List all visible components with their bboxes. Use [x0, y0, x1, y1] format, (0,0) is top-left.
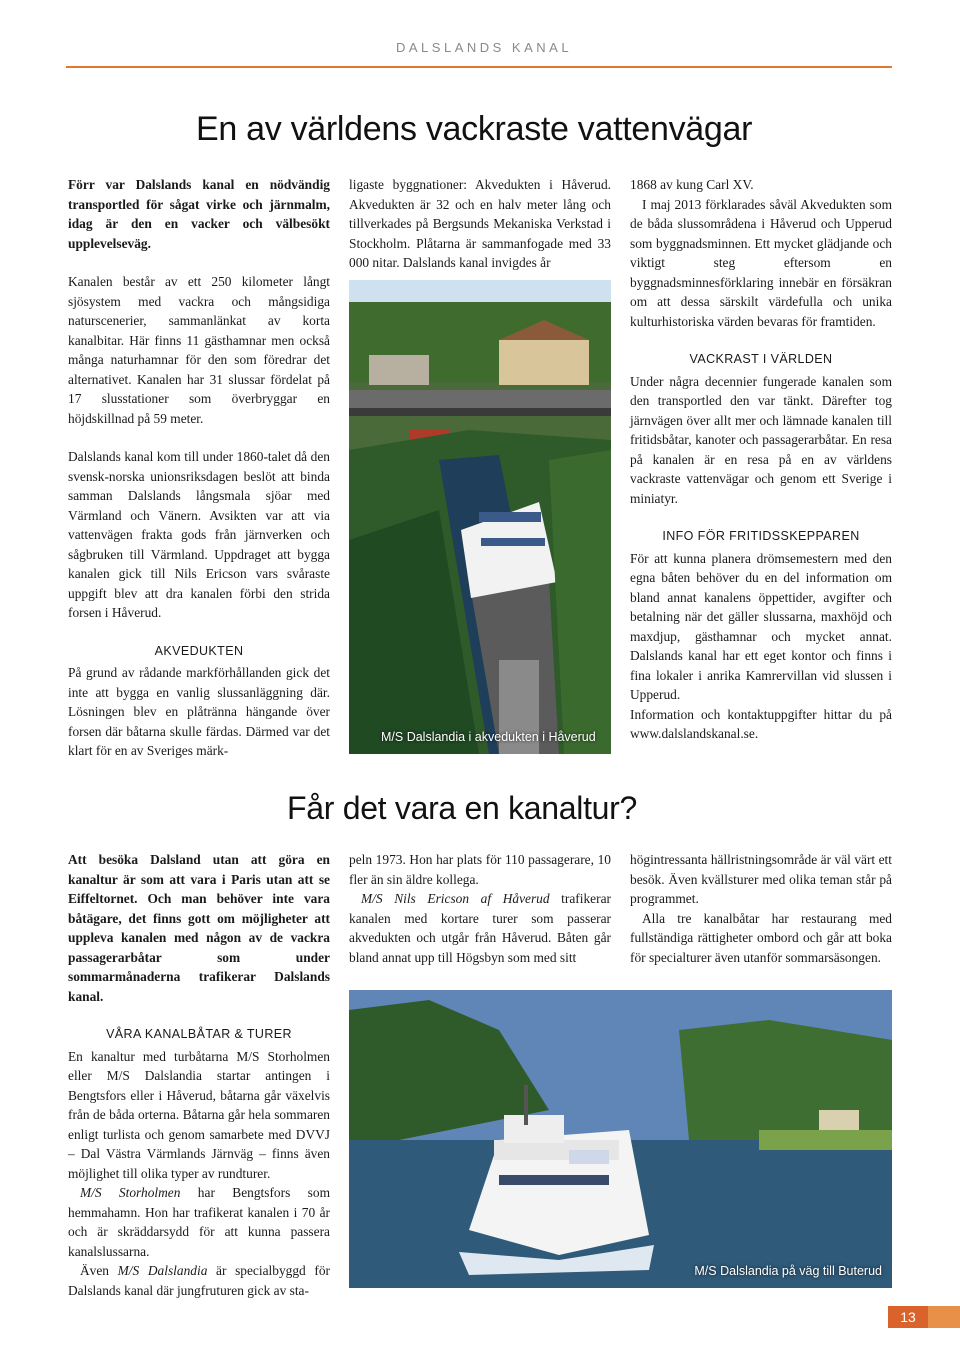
paragraph-text: Även: [80, 1263, 118, 1278]
subheading-info: INFO FÖR FRITIDSSKEPPAREN: [662, 529, 860, 543]
paragraph: högintressanta hällristningsområde är väl värt ett besök. Även kvällsturer med olika teman står på programmet.: [630, 852, 892, 906]
page-number: 13: [900, 1309, 916, 1325]
section2-column-2: [349, 850, 611, 967]
ship-name: M/S Dalslandia: [117, 1263, 208, 1278]
paragraph: Kanalen består av ett 250 kilometer långt sjösystem med vackra och mångsidiga naturscenerier, sammanlänkat av korta kanalbitar. Här finns 11 gästhamnar men också många naturhamnar för den som föredrar det alternativet. Kanalen har 31 slussar fördelat på 17 slusstationer som överbryggar en höjdskillnad på 59 meter.: [68, 274, 330, 426]
ship-name: M/S Nils Ericson af Håverud: [361, 891, 550, 906]
paragraph: En kanaltur med turbåtarna M/S Storholmen eller M/S Dalslandia startar antingen i Bengtsfors eller i Håverud, båtarna går växelvis från de båda orterna. Båtarna går hela sommaren enligt turlista och genom samarbete med DVVJ – Dal Västra Värmlands Järnväg – finns även möjlighet till olika typer av rundturer.: [68, 1048, 330, 1181]
paragraph: Alla tre kanalbåtar har restaurang med fullständiga rättigheter ombord och går att boka för specialturer även utanför sommarsäsongen.: [630, 910, 892, 965]
edge-bar: [928, 1306, 960, 1328]
section2-column-3: [630, 850, 892, 967]
paragraph: peln 1973. Hon har plats för 110 passagerare, 10 fler än sin äldre kollega.: [349, 852, 611, 887]
paragraph: För att kunna planera drömsemestern med den egna båten behöver du en del information om bland annat kanalens öppettider, avgifter och betalning när det gäller slussarna, maxhöjd och maxdjup, gästhamnar och mycket annat. Dalslands kanal har ett eget kontor och finns i fina lokaler i anrika Kamrervillan vid slussen i Upperud.: [630, 550, 892, 702]
paragraph: [349, 889, 611, 967]
paragraph: Information och kontaktuppgifter hittar du på www.dalslandskanal.se.: [630, 706, 892, 741]
ship-illustration: [349, 990, 892, 1288]
photo-aqueduct: [349, 280, 611, 754]
paragraph: ligaste byggnationer: Akvedukten i Håverud. Akvedukten är 32 och en halv meter lång och tillverkades på Bergsunds Mekaniska Verkstad i Stockholm. Plåtarna är sammanfogade med 33 000 nitar. Dalslands kanal invigdes år: [349, 177, 611, 270]
paragraph: [68, 1261, 330, 1300]
paragraph-text: har Bengtsfors som hemmahamn. Hon har trafikerat kanalen i 70 år och är skräddarsydd för att kunna passera kanalslussarna.: [68, 1185, 330, 1259]
photo-caption: M/S Dalslandia i akvedukten i Håverud: [381, 730, 596, 744]
top-rule: [66, 66, 892, 68]
section2-column-1: [68, 850, 330, 1300]
section1-column-1: [68, 175, 330, 761]
paragraph-text: trafikerar kanalen med kortare turer som passerar akvedukten och utgår från Håverud. Båten går bland annat upp till Högsbyn som med sitt: [349, 891, 611, 965]
section-title: Får det vara en kanaltur?: [287, 790, 638, 826]
running-head: DALSLANDS KANAL: [396, 40, 573, 55]
paragraph: Dalslands kanal kom till under 1860-talet då den svensk-norska unionsriksdagen beslöt att binda samman Dalslands långsmala sjöar med Värmland och Vänern. Avsikten var att via vattenvägen frakta gods från järnverken och sågbruken till Värmland. Uppdraget att bygga kanalen gick till Nils Ericson vars svåraste uppgift blev att dra kanalen förbi den strida forsen i Håverud.: [68, 449, 330, 620]
paragraph: 1868 av kung Carl XV.: [630, 177, 754, 192]
subheading-kanalbatar: VÅRA KANALBÅTAR & TURER: [106, 1027, 292, 1041]
paragraph-text: är specialbyggd för Dalslands kanal där jungfruturen gick av sta-: [68, 1263, 330, 1298]
aqueduct-illustration: [349, 280, 611, 754]
lead-paragraph: Att besöka Dalsland utan att göra en kanaltur är som att vara i Paris utan att se Eiffeltornet. Och man behöver inte vara båtägare, det finns gott om möjligheter att uppleva kanalen med någon av de vackra passagerarbåtar som under sommarmånaderna trafikerar Dalslands kanal.: [68, 852, 330, 1004]
section1-column-3: [630, 175, 892, 744]
ship-name: M/S Storholmen: [80, 1185, 181, 1200]
paragraph: Under några decennier fungerade kanalen som den transportled den var tänkt. Därefter tog järnvägen över allt mer och lämnade kanalen till fritidsbåtar, kanoter och passagerarbåtar. En resa på kanalen är en resa på en av världens vackraste vattenvägar och genom ett Sverige i miniatyr.: [630, 373, 892, 506]
paragraph: [68, 1183, 330, 1261]
lead-paragraph: Förr var Dalslands kanal en nödvändig transportled för sågat virke och järnmalm, idag är den en vacker och välbesökt upplevelseväg.: [68, 177, 330, 251]
paragraph: På grund av rådande markförhållanden gick det inte att bygga en vanlig slussanläggning där. Lösningen blev en plåtränna hängande över forsen där båtarna skulle färdas. Därmed var det klart för en av Sveriges märk-: [68, 665, 330, 758]
photo-ship: [349, 990, 892, 1288]
section1-column-2: [349, 175, 611, 273]
page-title: En av världens vackraste vattenvägar: [196, 110, 753, 148]
photo-caption: M/S Dalslandia på väg till Buterud: [694, 1264, 882, 1278]
paragraph: I maj 2013 förklarades såväl Akvedukten som de båda slussområdena i Håverud och Upperud som byggnadsminnen. Ett mycket glädjande och viktigt steg eftersom en byggnadsminnesförklaring innebär en försäkran om att dessa särskilt värdefulla och unika kulturhistoriska värden bevaras för framtiden.: [630, 196, 892, 329]
subheading-vackrast: VACKRAST I VÄRLDEN: [689, 352, 833, 366]
subheading-akvedukten: AKVEDUKTEN: [154, 643, 244, 658]
